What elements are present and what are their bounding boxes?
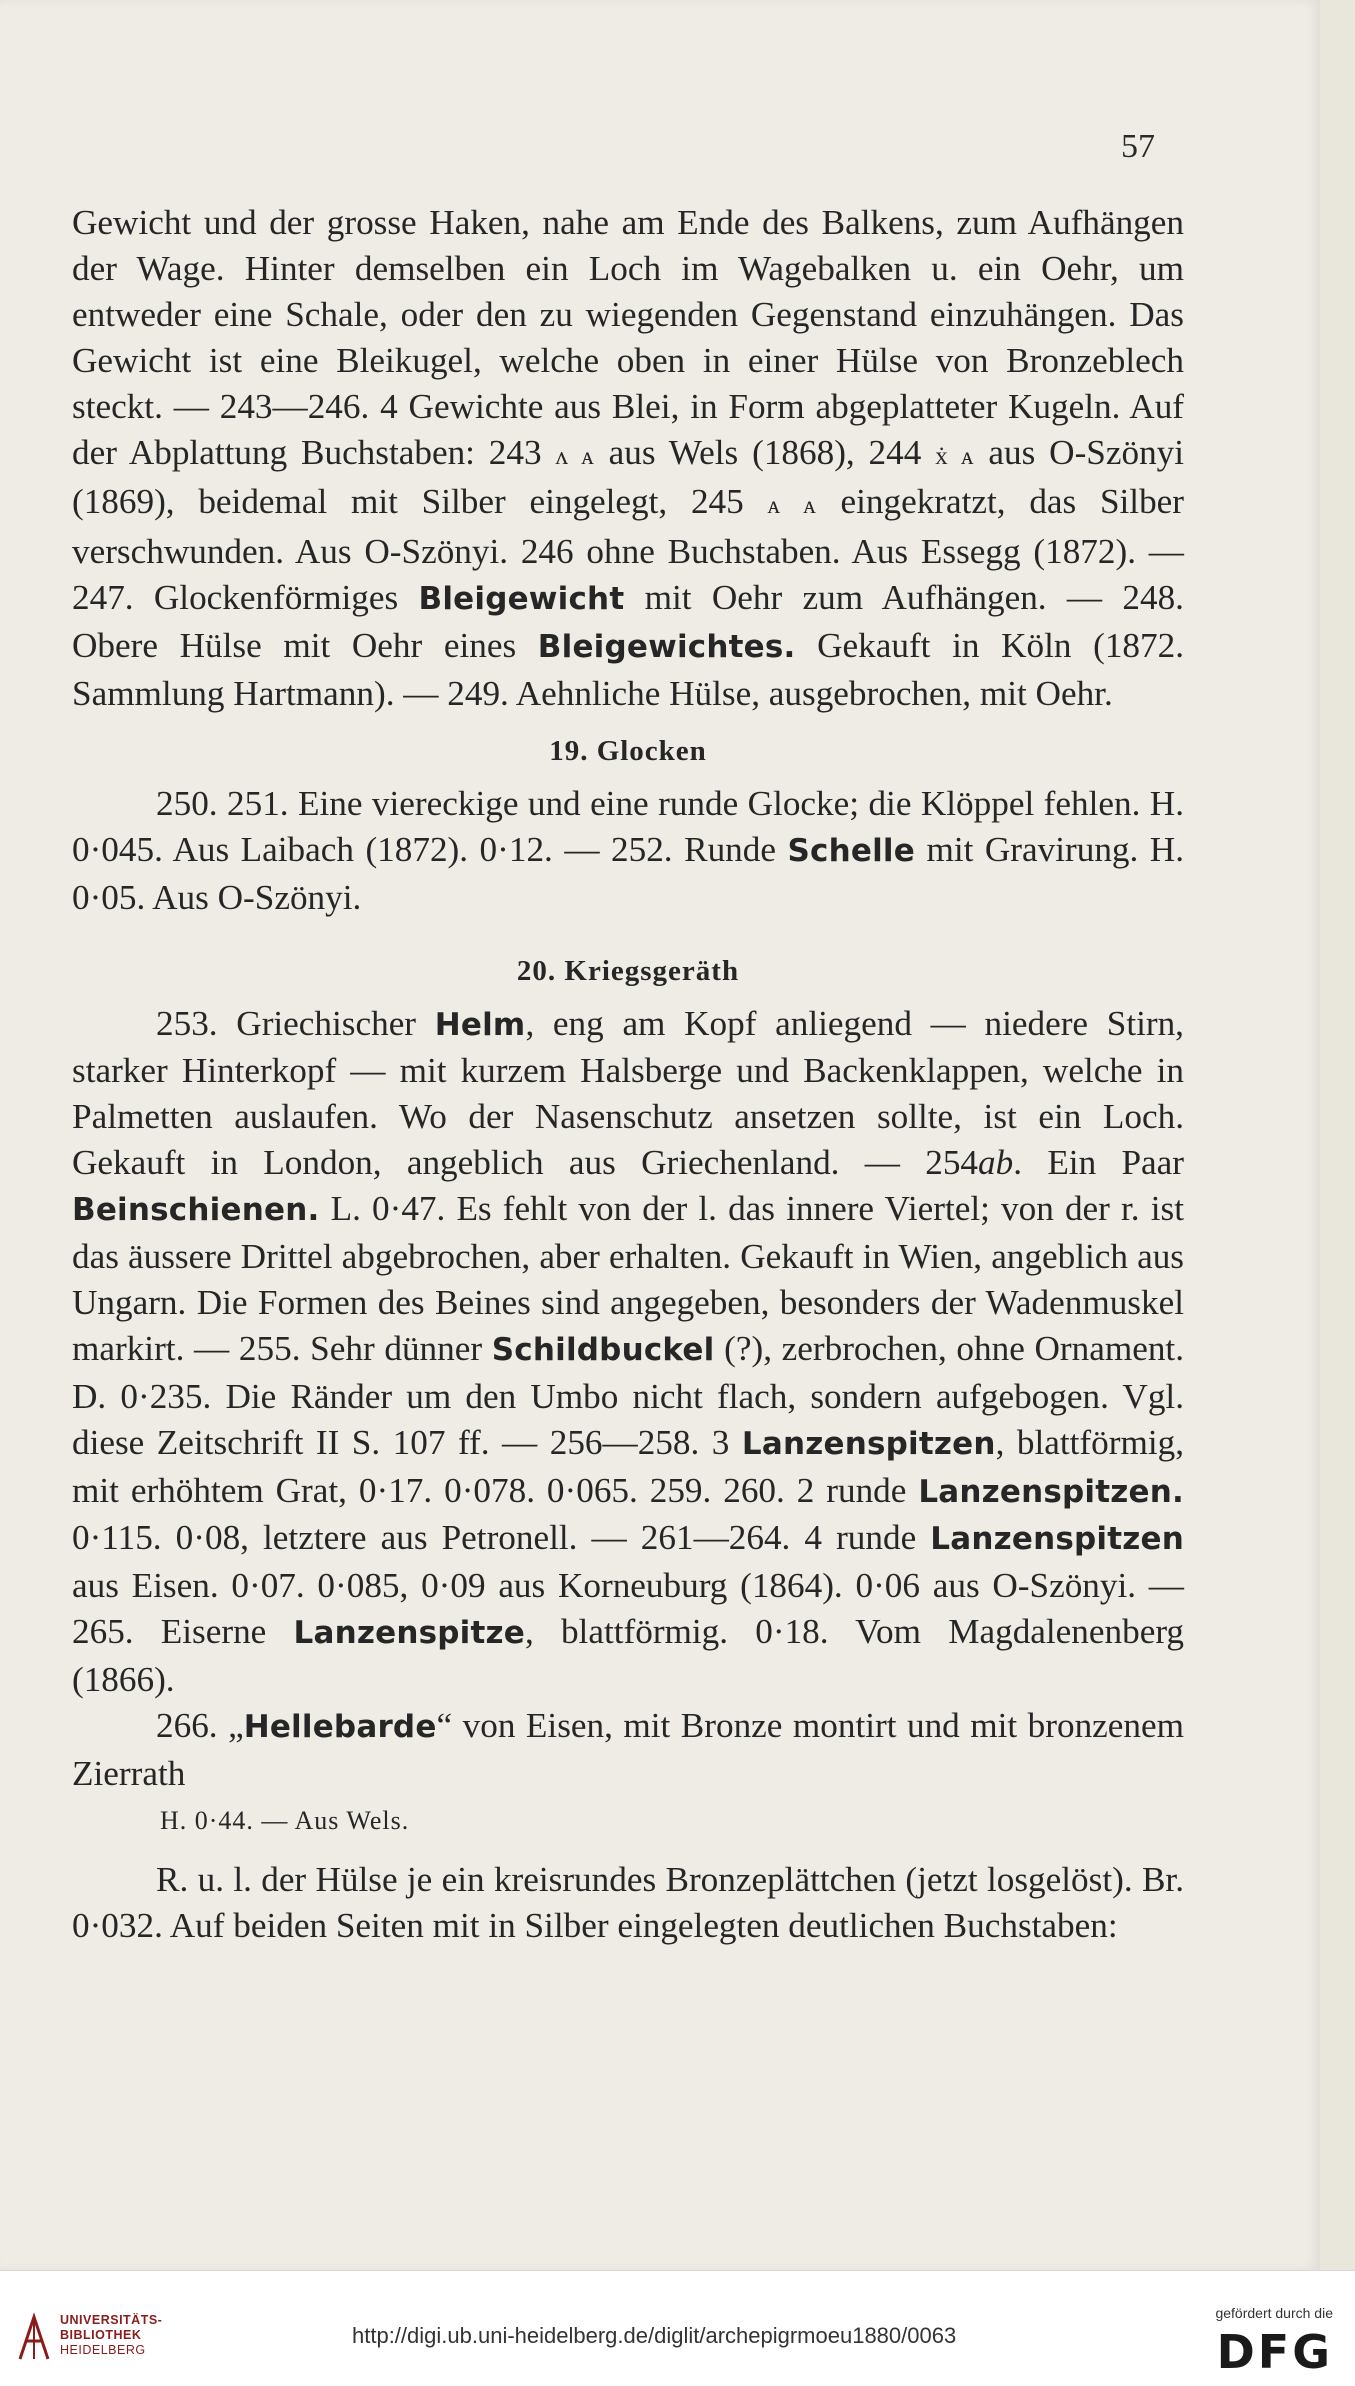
keyword: Schelle	[787, 832, 915, 869]
keyword: Hellebarde	[243, 1709, 437, 1746]
text-run: 266. „	[156, 1706, 244, 1746]
funding-caption: gefördert durch die	[1215, 2305, 1333, 2321]
section-heading-glocken: 19. Glocken	[549, 734, 707, 767]
paragraph-bells	[72, 781, 1184, 921]
text-run: , eng am Kopf anliegend — niedere Stirn, starker Hinterkopf — mit kurzem Halsberge und Backenklappen, welche in Palmetten auslaufen. Wo der Nasenschutz ansetzen sollte, ist ein Loch. Gekauft in London, angeblich aus Griechenland. — 254	[72, 1003, 1184, 1183]
permalink-url[interactable]: http://digi.ub.uni-heidelberg.de/diglit/archepigrmoeu1880/0063	[352, 2323, 957, 2348]
text-run: aus Wels (1868), 244	[594, 432, 936, 472]
text-run: L. 0·47. Es fehlt von der l. das innere Viertel; von der r. ist das äussere Drittel abgebrochen, aber erhalten. Gekauft in Wien, angeblich aus Ungarn. Die Formen des Beines sind angegeben, besonders der Wadenmuskel markirt. — 255. Sehr dünner	[72, 1189, 1184, 1368]
text-run: mit Oehr zum Aufhängen. — 248. Obere Hülse mit Oehr eines	[72, 578, 1184, 666]
keyword: Lanzenspitzen	[741, 1425, 996, 1462]
paragraph-weights	[72, 200, 1184, 717]
library-name	[60, 2313, 162, 2358]
keyword: Bleigewichtes.	[537, 629, 796, 666]
measurement-note: H. 0·44. — Aus Wels.	[160, 1805, 410, 1835]
keyword: Helm	[434, 1006, 526, 1043]
library-name-line: UNIVERSITÄTS-	[60, 2313, 163, 2327]
text-run: 253. Griechischer	[156, 1003, 435, 1043]
library-name-line: HEIDELBERG	[60, 2343, 146, 2357]
text-run: 250. 251. Eine viereckige und eine runde Glocke; die Klöppel fehlen. H. 0·045. Aus Laibach (1872). 0·12. — 252. Runde	[72, 783, 1184, 869]
inscription-letters: ᴀ ᴀ	[767, 492, 817, 520]
inscription-letters: ʌ ᴀ	[555, 442, 595, 470]
text-run: aus O-Szönyi (1869), beidemal mit Silber eingelegt, 245	[72, 432, 1185, 522]
text-run: “ von Eisen, mit Bronze montirt und mit bronzenem Zierrath	[72, 1706, 1184, 1793]
page-body	[72, 200, 1184, 1949]
text-run: eingekratzt, das Silber verschwunden. Aus O-Szönyi. 246 ohne Buchstaben. Aus Essegg (1872). — 247. Glockenförmiges	[72, 482, 1184, 618]
paragraph-weapons	[72, 1001, 1184, 1704]
keyword: Lanzenspitzen.	[918, 1473, 1184, 1510]
text-run: Gewicht und der grosse Haken, nahe am Ende des Balkens, zum Aufhängen der Wage. Hinter demselben ein Loch im Wagebalken u. ein Oehr, um entweder eine Schale, oder den zu wiegenden Gegenstand einzuhängen. Das Gewicht ist eine Bleikugel, welche oben in einer Hülse von Bronzeblech steckt. — 243—246. 4 Gewichte aus Blei, in Form abgeplatteter Kugeln. Auf der Abplattung Buchstaben: 243	[72, 203, 1184, 472]
library-logo-icon	[14, 2311, 54, 2363]
keyword: Schildbuckel	[491, 1331, 715, 1368]
text-run: , blattförmig, mit erhöhtem Grat, 0·17. 0·078. 0·065. 259. 260. 2 runde	[72, 1422, 1184, 1510]
text-run: mit Gravirung. H. 0·05. Aus O-Szönyi.	[72, 829, 1185, 917]
text-run: 0·115. 0·08, letztere aus Petronell. — 261—264. 4 runde	[72, 1518, 931, 1558]
page-number: 57	[1121, 128, 1155, 165]
digitization-footer	[0, 2270, 1355, 2386]
paragraph-halberd-detail: R. u. l. der Hülse je ein kreisrundes Bronzeplättchen (jetzt losgelöst). Br. 0·032. Auf beiden Seiten mit in Silber eingelegten deutlichen Buchstaben:	[72, 1859, 1184, 1945]
text-run: Gekauft in Köln (1872. Sammlung Hartmann). — 249. Aehnliche Hülse, ausgebrochen, mit Oehr.	[72, 626, 1184, 714]
keyword: Lanzenspitze	[293, 1615, 525, 1652]
keyword: Beinschienen.	[72, 1192, 320, 1229]
text-run: . Ein Paar	[1013, 1143, 1184, 1183]
text-run: aus Eisen. 0·07. 0·085, 0·09 aus Korneuburg (1864). 0·06 aus O-Szönyi. — 265. Eiserne	[72, 1566, 1184, 1652]
text-run: (?), zerbrochen, ohne Ornament. D. 0·235. Die Ränder um den Umbo nicht flach, sondern aufgebogen. Vgl. diese Zeitschrift II S. 107 ff. — 256—258. 3	[72, 1328, 1185, 1462]
text-run: , blattförmig. 0·18. Vom Magdalenenberg (1866).	[72, 1612, 1184, 1700]
section-heading-kriegsgerath: 20. Kriegsgeräth	[516, 954, 740, 987]
keyword: Lanzenspitzen	[930, 1521, 1184, 1558]
library-name-line: BIBLIOTHEK	[60, 2328, 142, 2342]
dfg-logo: DFG	[1216, 2325, 1333, 2379]
paragraph-halberd	[72, 1703, 1184, 1797]
inscription-letters: ẋ ᴀ	[935, 442, 975, 470]
italic-text: ab	[978, 1143, 1014, 1183]
keyword: Bleigewicht	[418, 581, 625, 618]
